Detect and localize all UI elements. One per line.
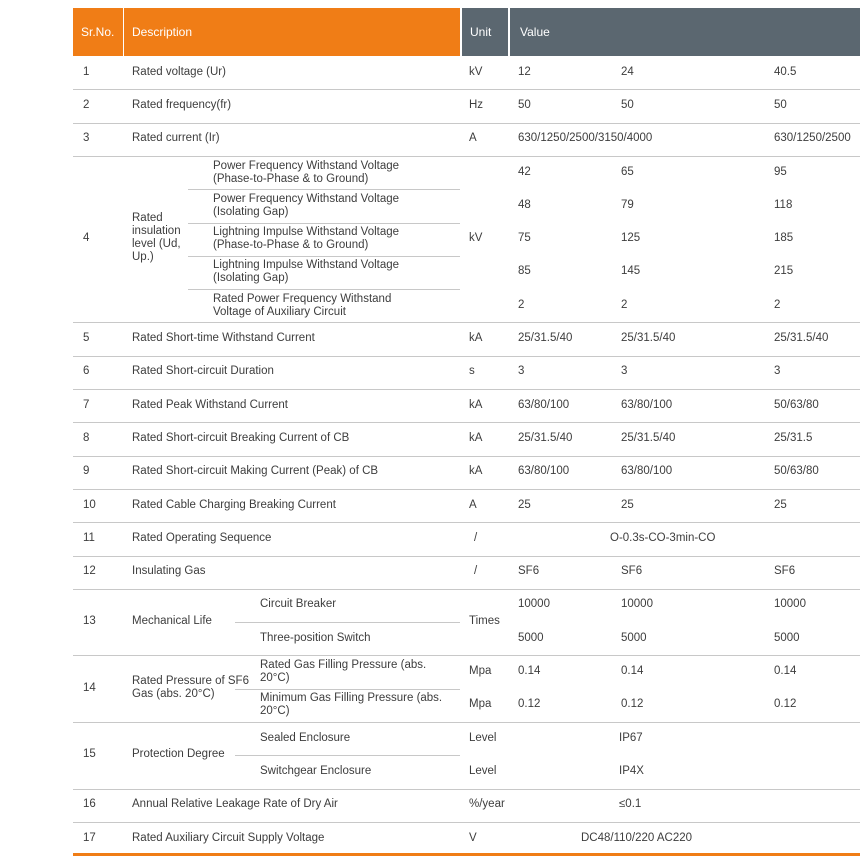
row-number: 11 <box>83 531 95 544</box>
row-description: Mechanical Life <box>132 615 212 628</box>
row-number: 12 <box>83 565 96 578</box>
value-24kv: SF6 <box>621 565 643 578</box>
value-all: IP4X <box>619 764 644 777</box>
value-24kv: 50 <box>621 98 634 111</box>
value-12kv: 5000 <box>518 631 544 644</box>
row-number: 13 <box>83 615 96 628</box>
value-24kv: 63/80/100 <box>621 398 673 411</box>
row-unit: A <box>469 132 477 145</box>
value-12kv: 0.14 <box>518 665 541 678</box>
header-description <box>124 8 460 56</box>
row-number: 16 <box>83 798 96 811</box>
value-12kv: 25 <box>518 498 531 511</box>
value-12kv: 42 <box>518 165 531 178</box>
value-12kv: 3 <box>518 365 525 378</box>
row-divider <box>73 322 860 323</box>
row-unit: V <box>469 831 477 844</box>
row-number: 17 <box>83 831 96 844</box>
row-number: 10 <box>83 498 96 511</box>
row-divider <box>73 522 860 523</box>
header-srno <box>73 8 123 56</box>
sub-label: Three-position Switch <box>260 631 371 644</box>
sub-label: Lightning Impulse Withstand Voltage (Isolating Gap) <box>213 259 400 285</box>
value-12kv: 63/80/100 <box>518 398 570 411</box>
header-value <box>510 8 860 56</box>
row-description: Rated current (Ir) <box>132 132 220 145</box>
row-unit: / <box>474 531 478 544</box>
sub-label: Switchgear Enclosure <box>260 764 372 777</box>
sub-label: Rated Power Frequency Withstand Voltage of Auxiliary Circuit <box>213 292 392 318</box>
value-12kv: 25/31.5/40 <box>518 431 573 444</box>
value-24kv: 65 <box>621 165 634 178</box>
row-description: Annual Relative Leakage Rate of Dry Air <box>132 798 338 811</box>
value-all: IP67 <box>619 731 643 744</box>
row-unit: kV <box>469 232 483 245</box>
row-description: Rated Peak Withstand Current <box>132 398 288 411</box>
row-number: 9 <box>83 465 90 478</box>
value-40kv: 0.14 <box>774 665 797 678</box>
value-12kv: 630/1250/2500/3150/4000 <box>518 132 653 145</box>
row-number: 7 <box>83 398 90 411</box>
row-number: 2 <box>83 98 90 111</box>
row-description: Rated voltage (Ur) <box>132 65 226 78</box>
row-divider <box>73 156 860 157</box>
row-divider <box>73 589 860 590</box>
value-40kv: 50 <box>774 98 787 111</box>
row-description: Rated Short-time Withstand Current <box>132 332 315 345</box>
value-24kv: 145 <box>621 265 641 278</box>
row-divider <box>73 655 860 656</box>
row-number: 5 <box>83 332 90 345</box>
value-24kv: 3 <box>621 365 628 378</box>
value-24kv: 24 <box>621 65 634 78</box>
sub-label: Power Frequency Withstand Voltage (Isolating Gap) <box>213 192 400 218</box>
value-12kv: SF6 <box>518 565 540 578</box>
row-description: Insulating Gas <box>132 565 206 578</box>
row-unit: kA <box>469 398 483 411</box>
value-40kv: 50/63/80 <box>774 465 819 478</box>
value-40kv: 10000 <box>774 598 806 611</box>
header-divider <box>508 8 510 56</box>
value-all: ≤0.1 <box>619 798 642 811</box>
row-unit: / <box>474 565 478 578</box>
value-40kv: 95 <box>774 165 787 178</box>
row-unit: kA <box>469 431 483 444</box>
value-40kv: 215 <box>774 265 794 278</box>
value-40kv: 2 <box>774 298 781 311</box>
row-divider <box>188 289 460 290</box>
row-description: Rated Operating Sequence <box>132 531 272 544</box>
row-unit: Hz <box>469 98 484 111</box>
value-12kv: 10000 <box>518 598 550 611</box>
value-40kv: 118 <box>774 198 793 211</box>
row-unit: Level <box>469 764 497 777</box>
row-divider <box>73 456 860 457</box>
value-40kv: 5000 <box>774 631 800 644</box>
header-description-text: Description <box>132 25 193 39</box>
sub-label: Minimum Gas Filling Pressure (abs. 20°C) <box>260 692 443 718</box>
value-12kv: 85 <box>518 265 531 278</box>
row-divider <box>73 722 860 723</box>
row-number: 4 <box>83 232 90 245</box>
value-40kv: 25/31.5 <box>774 431 813 444</box>
value-40kv: 25 <box>774 498 787 511</box>
row-unit: kA <box>469 332 483 345</box>
row-divider <box>73 789 860 790</box>
value-24kv: 5000 <box>621 631 647 644</box>
header-unit <box>462 8 508 56</box>
row-description: Rated Short-circuit Making Current (Peak) of CB <box>132 465 379 478</box>
value-40kv: 25/31.5/40 <box>774 332 829 345</box>
sub-label: Power Frequency Withstand Voltage (Phase-to-Phase & to Ground) <box>213 159 400 185</box>
value-all: DC48/110/220 AC220 <box>581 831 693 844</box>
row-divider <box>188 256 460 257</box>
sub-label: Rated Gas Filling Pressure (abs. 20°C) <box>260 659 427 685</box>
row-divider <box>235 689 460 690</box>
row-unit: kV <box>469 65 483 78</box>
value-12kv: 63/80/100 <box>518 465 570 478</box>
value-24kv: 0.12 <box>621 698 644 711</box>
row-unit: A <box>469 498 477 511</box>
row-description: Rated Short-circuit Duration <box>132 365 274 378</box>
row-divider <box>73 356 860 357</box>
row-divider <box>235 622 460 623</box>
value-12kv: 50 <box>518 98 531 111</box>
row-number: 1 <box>83 65 90 78</box>
row-description: Rated insulation level (Ud, Up.) <box>132 212 181 264</box>
row-divider <box>73 489 860 490</box>
row-divider <box>73 89 860 90</box>
row-description: Rated Auxiliary Circuit Supply Voltage <box>132 831 325 844</box>
value-40kv: 185 <box>774 232 794 245</box>
row-number: 14 <box>83 681 96 694</box>
header-value-text: Value <box>520 25 550 39</box>
row-divider <box>73 422 860 423</box>
value-40kv: 3 <box>774 365 781 378</box>
header-unit-text: Unit <box>470 25 492 39</box>
row-number: 3 <box>83 132 90 145</box>
sub-label: Circuit Breaker <box>260 598 337 611</box>
value-24kv: 0.14 <box>621 665 644 678</box>
row-unit: kA <box>469 465 483 478</box>
row-unit: s <box>469 365 475 378</box>
value-24kv: 10000 <box>621 598 653 611</box>
row-unit: Times <box>469 615 500 628</box>
row-divider <box>235 755 460 756</box>
value-all: O-0.3s-CO-3min-CO <box>610 531 716 544</box>
value-12kv: 25/31.5/40 <box>518 332 573 345</box>
value-24kv: 63/80/100 <box>621 465 673 478</box>
row-description: Rated frequency(fr) <box>132 98 232 111</box>
header-divider <box>460 8 462 56</box>
value-12kv: 48 <box>518 198 531 211</box>
value-40kv: 40.5 <box>774 65 797 78</box>
row-unit: %/year <box>469 798 505 811</box>
value-24kv: 25 <box>621 498 634 511</box>
table-bottom-rule <box>73 853 860 856</box>
value-24kv: 25/31.5/40 <box>621 431 676 444</box>
header-srno-text: Sr.No. <box>81 25 115 39</box>
row-description: Rated Short-circuit Breaking Current of CB <box>132 431 350 444</box>
row-number: 8 <box>83 431 90 444</box>
sub-label: Sealed Enclosure <box>260 731 351 744</box>
value-40kv: 630/1250/2500 <box>774 132 851 145</box>
spec-table <box>73 8 860 856</box>
row-unit: Mpa <box>469 665 492 678</box>
row-divider <box>73 123 860 124</box>
value-24kv: 25/31.5/40 <box>621 332 676 345</box>
value-40kv: 0.12 <box>774 698 797 711</box>
value-24kv: 2 <box>621 298 628 311</box>
row-unit: Mpa <box>469 698 492 711</box>
row-divider <box>73 389 860 390</box>
row-description: Protection Degree <box>132 748 225 761</box>
row-description: Rated Pressure of SF6 Gas (abs. 20°C) <box>132 674 249 700</box>
row-description: Rated Cable Charging Breaking Current <box>132 498 336 511</box>
row-unit: Level <box>469 731 497 744</box>
row-divider <box>188 223 460 224</box>
value-40kv: 50/63/80 <box>774 398 819 411</box>
value-12kv: 12 <box>518 65 531 78</box>
row-number: 15 <box>83 748 96 761</box>
value-12kv: 75 <box>518 232 531 245</box>
row-divider <box>73 822 860 823</box>
row-number: 6 <box>83 365 90 378</box>
row-divider <box>73 556 860 557</box>
value-24kv: 79 <box>621 198 634 211</box>
row-divider <box>188 189 460 190</box>
value-24kv: 125 <box>621 232 641 245</box>
value-12kv: 2 <box>518 298 525 311</box>
value-40kv: SF6 <box>774 565 796 578</box>
value-12kv: 0.12 <box>518 698 541 711</box>
sub-label: Lightning Impulse Withstand Voltage (Phase-to-Phase & to Ground) <box>213 226 400 252</box>
